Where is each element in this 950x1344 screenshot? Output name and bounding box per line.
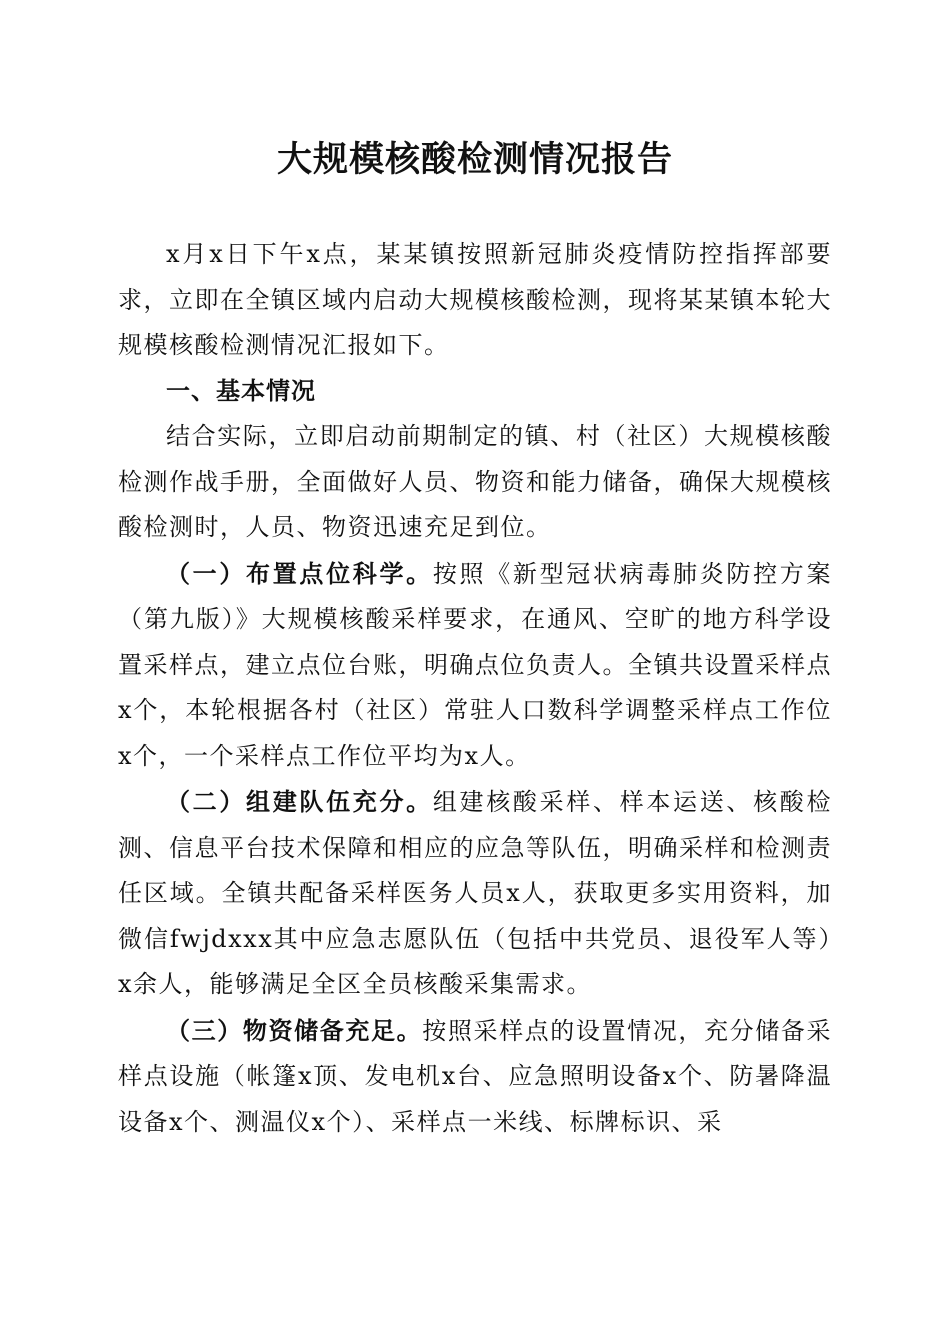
- section-heading-basic-situation: 一、基本情况: [166, 376, 316, 405]
- item-text-2: 组建核酸采样、样本运送、核酸检测、信息平台技术保障和相应的应急等队伍，明确采样和检测责任区域。全镇共配备采样医务人员x人，获取更多实用资料，加微信fwjdxxx其中应急志愿队伍（包括中共党员、退役军人等）x余人，能够满足全区全员核酸采集需求。: [118, 788, 832, 998]
- item-paragraph-1: [118, 551, 832, 780]
- item-paragraph-2: [118, 779, 832, 1008]
- item-text-1: 按照《新型冠状病毒肺炎防控方案（第九版）》大规模核酸采样要求，在通风、空旷的地方科学设置采样点，建立点位台账，明确点位负责人。全镇共设置采样点x个，本轮根据各村（社区）常驻人口数科学调整采样点工作位x个，一个采样点工作位平均为x人。: [118, 559, 832, 770]
- section-paragraph: 结合实际，立即启动前期制定的镇、村（社区）大规模核酸检测作战手册，全面做好人员、物资和能力储备，确保大规模核酸检测时，人员、物资迅速充足到位。: [118, 422, 832, 541]
- document-body: [118, 232, 832, 1145]
- item-heading-3: （三）物资储备充足。: [166, 1015, 423, 1045]
- item-paragraph-3: [118, 1008, 832, 1146]
- item-heading-2: （二）组建队伍充分。: [166, 787, 433, 816]
- item-text-3: 按照采样点的设置情况，充分储备采样点设施（帐篷x顶、发电机x台、应急照明设备x个、防暑降温设备x个、测温仪x个）、采样点一米线、标牌标识、采: [118, 1016, 833, 1136]
- item-heading-1: （一）布置点位科学。: [166, 558, 433, 588]
- intro-paragraph: x月x日下午x点，某某镇按照新冠肺炎疫情防控指挥部要求，立即在全镇区域内启动大规模核酸检测，现将某某镇本轮大规模核酸检测情况汇报如下。: [118, 240, 832, 359]
- document-title: 大规模核酸检测情况报告: [276, 139, 673, 180]
